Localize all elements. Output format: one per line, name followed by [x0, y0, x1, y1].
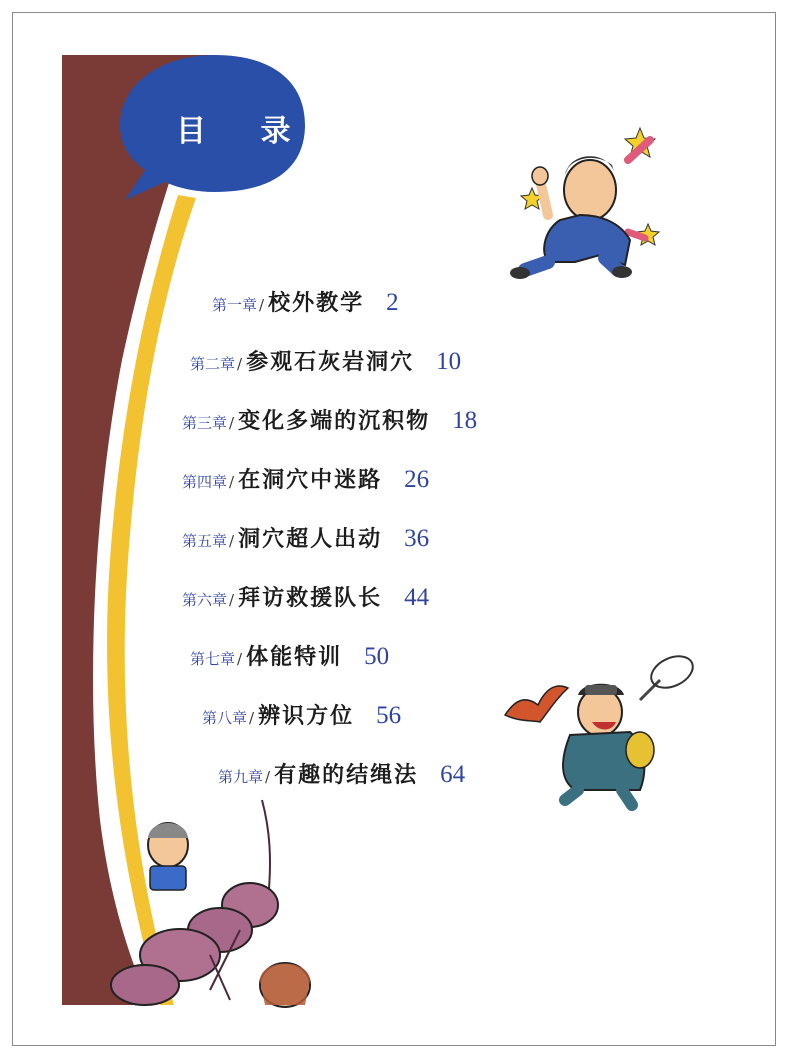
chapter-title: 在洞穴中迷路	[238, 468, 383, 493]
page-number: 36	[404, 525, 430, 552]
page-number: 44	[404, 584, 430, 611]
chapter-label: 第四章	[182, 473, 228, 491]
chapter-title: 体能特训	[246, 645, 343, 670]
page-number: 2	[386, 289, 399, 316]
page-title: 目 录	[176, 114, 313, 149]
chapter-label: 第八章	[202, 709, 248, 727]
chapter-title: 洞穴超人出动	[238, 527, 383, 552]
separator: /	[237, 650, 243, 668]
toc-item-9[interactable]	[218, 758, 465, 794]
separator: /	[237, 355, 243, 373]
chapter-title: 变化多端的沉积物	[238, 409, 431, 434]
chapter-label: 第五章	[182, 532, 228, 550]
chapter-title: 参观石灰岩洞穴	[246, 350, 415, 375]
chapter-title: 拜访救援队长	[238, 586, 383, 611]
separator: /	[259, 296, 265, 314]
separator: /	[265, 768, 271, 786]
separator: /	[249, 709, 255, 727]
page-number: 10	[436, 348, 462, 375]
chapter-title: 有趣的结绳法	[274, 763, 419, 788]
chapter-label: 第三章	[182, 414, 228, 432]
chapter-label: 第一章	[212, 296, 258, 314]
chapter-label: 第九章	[218, 768, 264, 786]
worker-character-icon	[510, 128, 659, 279]
boy-character-icon	[148, 823, 188, 890]
page-number: 56	[376, 702, 402, 729]
toc-item-2[interactable]	[190, 345, 461, 381]
toc-item-3[interactable]	[182, 404, 477, 440]
toc-item-5[interactable]	[182, 522, 429, 558]
page-number: 50	[364, 643, 390, 670]
separator: /	[229, 414, 235, 432]
toc-item-8[interactable]	[202, 699, 401, 735]
chapter-label: 第七章	[190, 650, 236, 668]
separator: /	[229, 532, 235, 550]
chapter-label: 第二章	[190, 355, 236, 373]
girl-character-icon	[260, 963, 310, 1007]
bat-icon	[505, 686, 568, 722]
chapter-title: 辨识方位	[258, 704, 355, 729]
page-number: 64	[440, 761, 466, 788]
separator: /	[229, 473, 235, 491]
butterfly-net-icon	[640, 680, 660, 700]
chapter-label: 第六章	[182, 591, 228, 609]
page-number: 18	[452, 407, 478, 434]
page-number: 26	[404, 466, 430, 493]
caver-character-icon	[505, 650, 698, 805]
toc-item-7[interactable]	[190, 640, 389, 676]
chapter-title: 校外教学	[268, 291, 365, 316]
toc-item-1[interactable]	[212, 286, 399, 322]
toc-item-6[interactable]	[182, 581, 429, 617]
toc-item-4[interactable]	[182, 463, 429, 499]
separator: /	[229, 591, 235, 609]
